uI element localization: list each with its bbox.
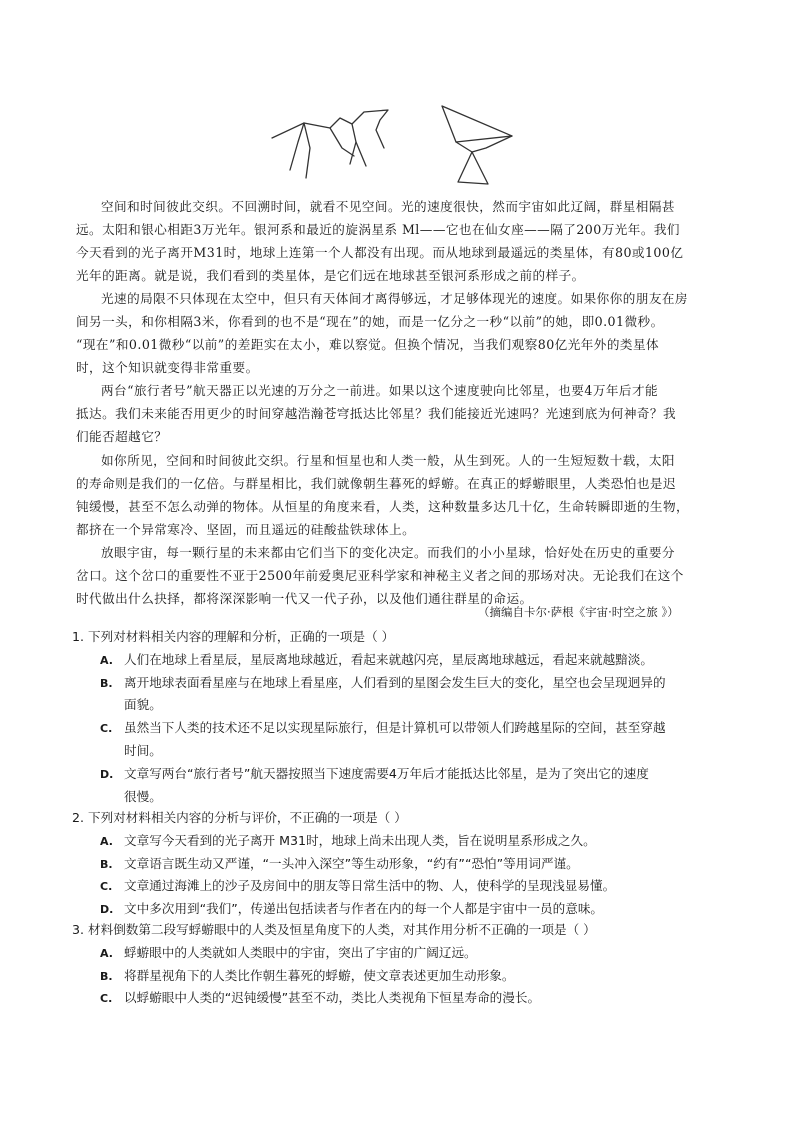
answer-option[interactable] [100,830,596,853]
option-key: C. [100,722,113,736]
passage-line: 岔口。这个岔口的重要性不亚于2500年前爱奥尼亚科学家和神秘主义者之间的那场对决。无论我们在这个 [76,568,684,583]
option-key: A. [100,946,113,960]
constellation-figures [268,100,528,195]
passage-line: 今天看到的光子离开M31时，地球上连第一个人都没有出现。而从地球到最遥远的类星体，有80或100亿 [76,245,684,260]
answer-option[interactable] [100,987,540,1010]
option-text: 蜉蝣眼中的人类就如人类眼中的宇宙，突出了宇宙的广阔辽远。 [124,944,477,960]
option-text: 文章语言既生动又严谨，“一头冲入深空”等生动形象，“约有”“恐怕”等用词严谨。 [124,855,579,871]
passage-line: 放眼宇宙，每一颗行星的未来都由它们当下的变化决定。而我们的小小星球，恰好处在历史的重要分 [101,545,675,560]
option-key: B. [100,969,113,983]
option-key: A. [100,834,113,848]
passage-line: 光年的距离。就是说，我们看到的类星体，是它们远在地球甚至银河系形成之前的样子。 [76,268,585,283]
passage-line: 们能否超越它？ [76,429,168,444]
passage-line: 时代做出什么抉择，都将深深影响一代又一代子孙，以及他们通往群星的命运。 [76,591,533,606]
option-text: 虽然当下人类的技术还不足以实现星际旅行，但是计算机可以带领人们跨越星际的空间，甚至穿越 [124,720,666,736]
option-text: 文章写两台“旅行者号”航天器按照当下速度需要4万年后才能抵达比邻星，是为了突出它的速度 [124,765,649,781]
option-text: 人们在地球上看星辰，星辰离地球越近，看起来就越闪亮，星辰离地球越远，看起来就越黯淡。 [124,651,653,667]
passage-line: 抵达。我们未来能否用更少的时间穿越浩瀚苍穹抵达比邻星？我们能接近光速吗？光速到底为何神奇？我 [76,406,677,421]
option-key: D. [100,903,114,917]
option-text: 以蜉蝣眼中人类的“迟钝缓慢”甚至不动，类比人类视角下恒星寿命的漫长。 [124,990,541,1006]
answer-option[interactable] [100,717,666,740]
passage-source: （摘编自卡尔·萨根《宇宙·时空之旅 》） [478,605,679,619]
passage-line: 钝缓慢，甚至不怎么动弹的物体。从恒星的角度来看，人类，这种数量多达几十亿，生命转瞬即逝的生物， [76,499,690,514]
answer-option[interactable] [100,965,514,988]
passage-line: 的寿命则是我们的一亿倍。与群星相比，我们就像朝生暮死的蜉蝣。在真正的蜉蝣眼里，人类恐怕也是迟 [76,476,677,491]
option-key: C. [100,992,113,1006]
passage-line: 光速的局限不只体现在太空中，但只有天体间才离得够远，才足够体现光的速度。如果你你的朋友在房 [101,291,688,306]
option-text: 文中多次用到“我们”，传递出包括读者与作者在内的每一个人都是宇宙中一员的意味。 [124,901,604,917]
cup-constellation [442,106,512,184]
option-key: B. [100,676,113,690]
passage-line: 远。太阳和银心相距3万光年。银河系和最近的旋涡星系 Ml——它也在仙女座——隔了200万光年。我们 [76,222,680,237]
answer-option[interactable] [100,853,579,876]
option-text: 文章通过海滩上的沙子及房间中的朋友等日常生活中的物、人，使科学的呈现浅显易懂。 [124,878,616,894]
option-continuation: 时间。 [124,743,162,758]
answer-option[interactable] [100,875,615,898]
passage-line: 如你所见，空间和时间彼此交织。行星和恒星也和人类一般，从生到死。人的一生短短数十载，太阳 [101,453,675,468]
passage-line: “现在”和0.01微秒“以前”的差距实在太小，难以察觉。但换个情况，当我们观察80亿光年外的类星体 [76,337,660,352]
option-key: D. [100,767,114,781]
passage-line: 两台“旅行者号”航天器正以光速的万分之一前进。如果以这个速度驶向比邻星，也要4万年后才能 [101,383,659,398]
option-key: B. [100,857,113,871]
answer-option[interactable] [100,898,603,921]
option-continuation: 很慢。 [124,788,162,804]
passage-line: 时，这个知识就变得非常重要。 [76,360,259,375]
option-continuation: 面貌。 [124,697,162,713]
constellation-diagram [268,100,528,195]
option-text: 文章写今天看到的光子离开 M31时，地球上尚未出现人类，旨在说明星系形成之久。 [124,832,596,848]
answer-option[interactable] [100,672,666,695]
question-stem: 1. 下列对材料相关内容的理解和分析，正确的一项是（ ） [72,629,395,644]
option-key: A. [100,653,113,667]
answer-option[interactable] [100,649,653,672]
option-text: 离开地球表面看星座与在地球上看星座，人们看到的星图会发生巨大的变化，星空也会呈现迥异的 [124,674,666,690]
horse-constellation [272,110,388,178]
passage-line: 空间和时间彼此交织。不回溯时间，就看不见空间。光的速度很快，然而宇宙如此辽阔，群星相隔甚 [101,199,675,214]
question-stem: 3. 材料倒数第二段写蜉蝣眼中的人类及恒星角度下的人类，对其作用分析不正确的一项是（ ） [72,922,596,937]
answer-option[interactable] [100,763,649,786]
answer-option[interactable] [100,942,477,965]
passage-line: 间另一头，和你相隔3米，你看到的也不是“现在”的她，而是一亿分之一秒“以前”的她，即0.01微秒。 [76,314,664,329]
option-key: C. [100,880,113,894]
passage-line: 都挤在一个异常寒冷、坚固，而且遥远的硅酸盐铁球体上。 [76,522,416,537]
option-text: 将群星视角下的人类比作朝生暮死的蜉蝣，使文章表述更加生动形象。 [124,967,515,983]
question-stem: 2. 下列对材料相关内容的分析与评价，不正确的一项是（ ） [72,810,407,825]
